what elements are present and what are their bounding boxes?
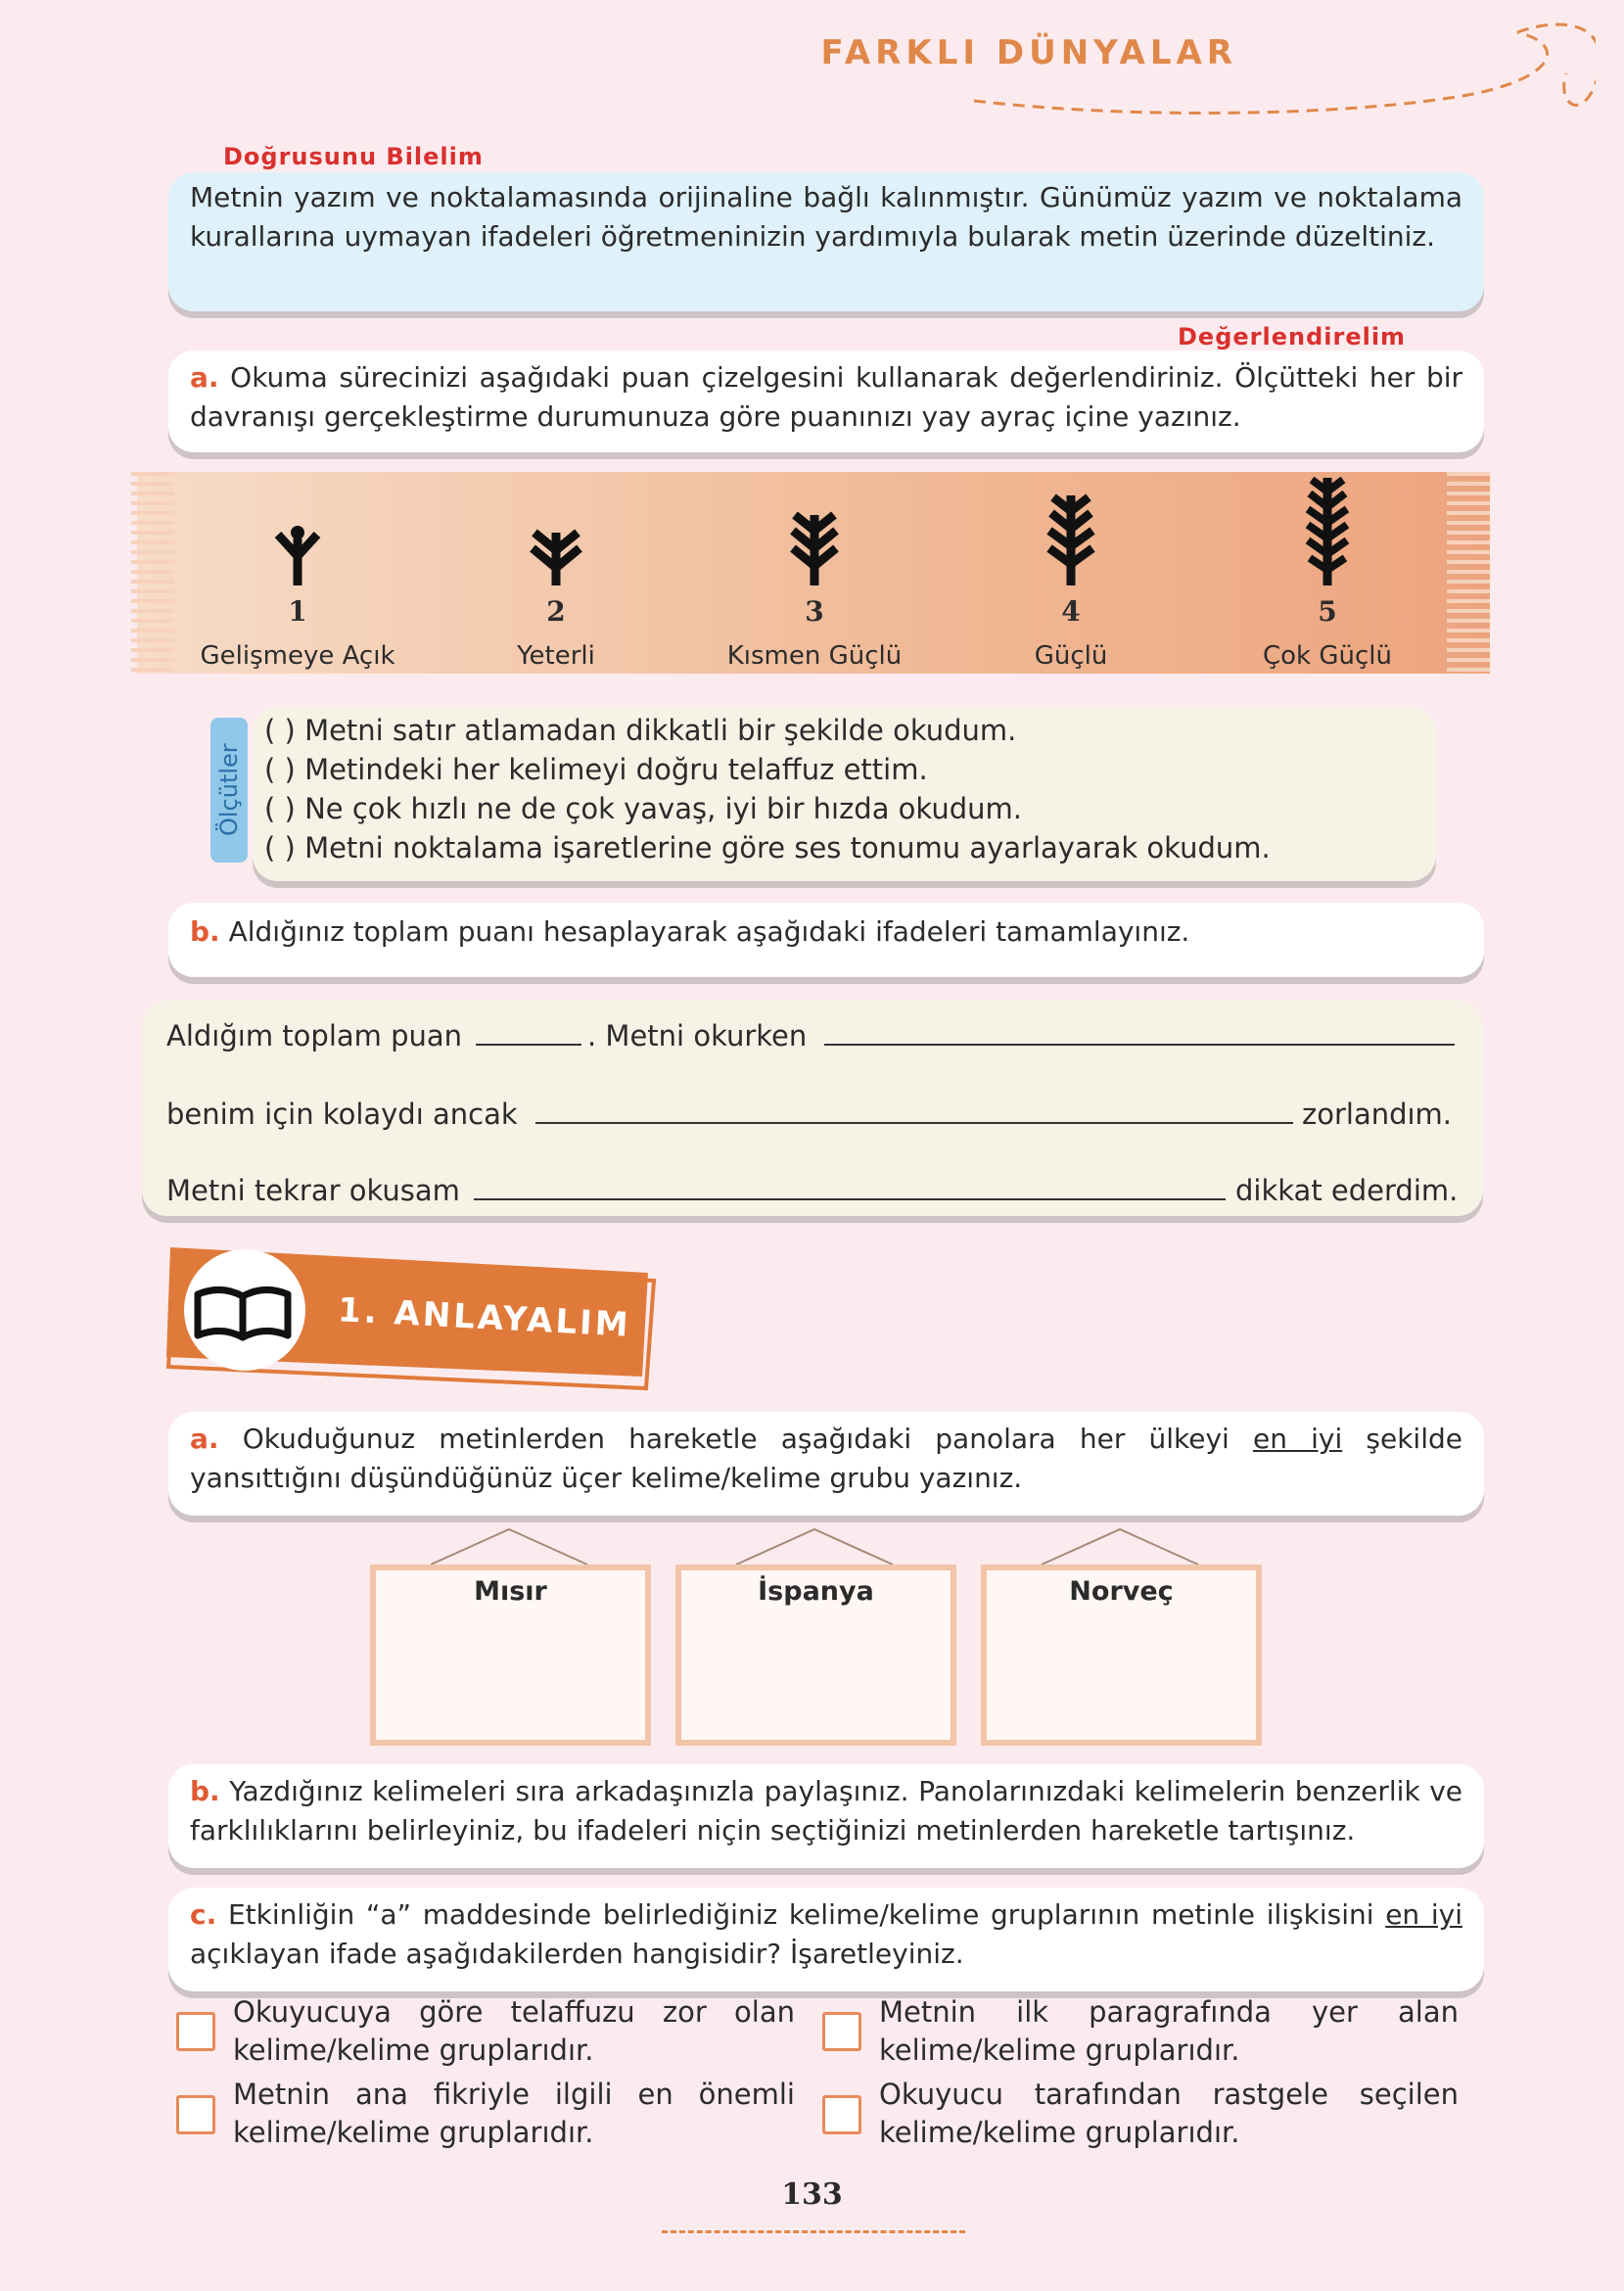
sprout-4-icon	[1042, 491, 1100, 587]
sprout-3-icon	[785, 509, 844, 587]
sprout-1-icon	[268, 519, 327, 587]
dogrusunu-bilelim-box	[168, 172, 1484, 311]
page-number: 133	[781, 2177, 843, 2212]
olcutler-tag: Ölçütler	[210, 718, 248, 863]
blank-total-score[interactable]	[476, 1044, 581, 1046]
fill-text-l2a: benim için kolaydı ancak	[166, 1098, 518, 1131]
fill-text-l3b: dikkat ederdim.	[1235, 1174, 1459, 1207]
scale-label: Çok Güçlü	[1262, 641, 1392, 671]
panel-hangers	[431, 1523, 1312, 1570]
sprout-5-icon	[1298, 474, 1357, 587]
anlayalim-c-text-2: açıklayan ifade aşağıdakilerden hangisidir? İşaretleyiniz.	[190, 1938, 964, 1970]
option-text-3: Metnin ana fikriyle ilgili en önemli kelime/kelime gruplarıdır.	[233, 2078, 795, 2149]
scale-number: 2	[546, 595, 566, 628]
scale-label: Kısmen Güçlü	[726, 641, 903, 671]
scale-label: Yeterli	[517, 641, 595, 671]
panel-norvec[interactable]	[981, 1565, 1262, 1746]
sprout-2-icon	[527, 519, 585, 587]
criteria-box	[253, 707, 1436, 881]
blank-reading-hard[interactable]	[535, 1122, 1293, 1124]
scale-item-2	[429, 519, 683, 671]
option-checkbox-3[interactable]	[176, 2095, 215, 2134]
page-header-title: FARKLI DÜNYALAR	[820, 33, 1237, 72]
anlayalim-title: 1. ANLAYALIM	[337, 1290, 632, 1345]
fill-text-l1a: Aldığım toplam puan	[166, 1019, 463, 1052]
fill-text-l1b: . Metni okurken	[587, 1019, 808, 1052]
anlayalim-a-text-1: Okuduğunuz metinlerden hareketle aşağıdaki panolara her ülkeyi	[242, 1423, 1253, 1455]
panel-ispanya[interactable]	[675, 1565, 956, 1746]
anlayalim-a-letter: a.	[190, 1423, 219, 1455]
blank-pay-attention[interactable]	[474, 1198, 1226, 1200]
scale-number: 3	[805, 595, 824, 628]
question-a-box	[168, 351, 1484, 452]
question-a-text: Okuma sürecinizi aşağıdaki puan çizelgesini kullanarak değerlendiriniz. Ölçütteki her bir davranışı gerçekleştirme durumunuza göre puanınızı yay ayraç içine yazınız.	[190, 361, 1463, 433]
question-b-box	[168, 903, 1484, 977]
anlayalim-question-c-box	[168, 1888, 1484, 1991]
anlayalim-c-text-1: Etkinliğin “a” maddesinde belirlediğiniz kelime/kelime gruplarının metinle ilişkisini	[227, 1898, 1386, 1931]
question-a-letter: a.	[190, 361, 219, 394]
band-fringe-left	[131, 472, 174, 674]
panel-title: Mısır	[474, 1576, 547, 1607]
anlayalim-b-letter: b.	[190, 1775, 220, 1807]
panel-title: İspanya	[758, 1576, 874, 1607]
question-b-text: Aldığınız toplam puanı hesaplayarak aşağıdaki ifadeleri tamamlayınız.	[228, 915, 1190, 948]
blank-reading-easy[interactable]	[824, 1044, 1455, 1046]
dogrusunu-bilelim-text: Metnin yazım ve noktalamasında orijinaline bağlı kalınmıştır. Günümüz yazım ve noktalama kurallarına uymayan ifadeleri öğretmeninizin yardımıyla bularak metin üzerinde düzeltiniz.	[190, 181, 1462, 253]
degerlendirelim-label: Değerlendirelim	[1178, 323, 1407, 351]
scale-label: Gelişmeye Açık	[200, 641, 395, 671]
scale-number: 1	[288, 595, 307, 628]
anlayalim-a-underlined: en iyi	[1252, 1423, 1343, 1455]
option-checkbox-1[interactable]	[176, 2012, 215, 2051]
scale-item-3	[687, 509, 942, 671]
criteria-item: ( ) Metni satır atlamadan dikkatli bir şekilde okudum.	[264, 714, 1017, 747]
option-text-2: Metnin ilk paragrafında yer alan kelime/kelime gruplarıdır.	[879, 1995, 1459, 2067]
scale-item-5	[1200, 474, 1455, 671]
anlayalim-c-letter: c.	[190, 1898, 217, 1931]
criteria-item: ( ) Metindeki her kelimeyi doğru telaffuz ettim.	[264, 753, 928, 786]
fill-text-l2b: zorlandım.	[1302, 1098, 1453, 1131]
fill-text-l3a: Metni tekrar okusam	[166, 1174, 460, 1207]
scale-number: 4	[1061, 595, 1081, 628]
scale-number: 5	[1318, 595, 1337, 628]
panel-misir[interactable]	[370, 1565, 651, 1746]
option-checkbox-4[interactable]	[822, 2095, 861, 2134]
decorative-dashed-swirl	[969, 15, 1596, 132]
anlayalim-question-a-box	[168, 1412, 1484, 1516]
scale-label: Güçlü	[1034, 641, 1108, 671]
scale-item-4	[944, 491, 1198, 671]
option-text-4: Okuyucu tarafından rastgele seçilen kelime/kelime gruplarıdır.	[879, 2078, 1459, 2149]
scale-item-1	[170, 519, 425, 671]
panel-title: Norveç	[1069, 1576, 1174, 1607]
anlayalim-a-text-2: şekilde yansıttığını düşündüğünüz üçer kelime/kelime grubu yazınız.	[190, 1423, 1462, 1494]
dogrusunu-bilelim-label: Doğrusunu Bilelim	[223, 143, 484, 170]
anlayalim-c-underlined: en iyi	[1385, 1898, 1462, 1931]
anlayalim-question-b-box	[168, 1764, 1484, 1868]
option-checkbox-2[interactable]	[822, 2012, 861, 2051]
option-text-1: Okuyucuya göre telaffuzu zor olan kelime/kelime gruplarıdır.	[233, 1995, 795, 2067]
question-b-letter: b.	[190, 915, 220, 948]
anlayalim-b-text: Yazdığınız kelimeleri sıra arkadaşınızla paylaşınız. Panolarınızdaki kelimelerin benzerlik ve farklılıklarını belirleyiniz, bu ifadeleri niçin seçtiğinizi metinlerden hareketle tartışınız.	[190, 1775, 1462, 1847]
criteria-item: ( ) Ne çok hızlı ne de çok yavaş, iyi bir hızda okudum.	[264, 792, 1022, 825]
criteria-item: ( ) Metni noktalama işaretlerine göre ses tonumu ayarlayarak okudum.	[264, 831, 1271, 865]
page-number-underline	[662, 2230, 965, 2233]
